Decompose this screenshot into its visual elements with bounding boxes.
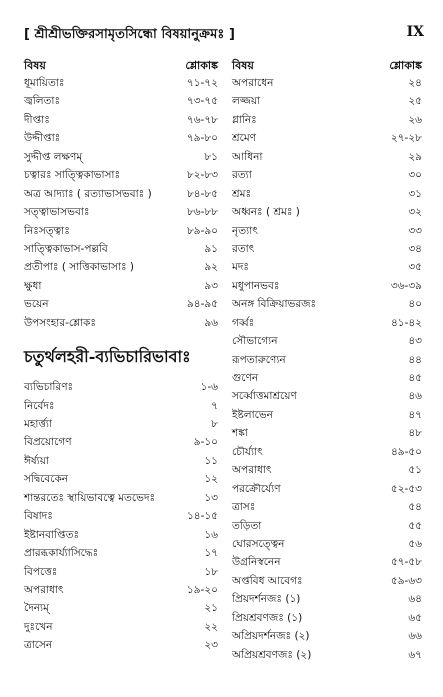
- entry-verse-number: ৫১: [408, 464, 422, 477]
- entry-title: মহার্ত্ত্যা: [24, 418, 52, 430]
- toc-entry: [232, 185, 422, 203]
- toc-entry: [24, 618, 218, 636]
- entry-title: উদ্দীপ্তাঃ: [24, 132, 61, 145]
- entry-title: সাত্ত্বিকাভাস-পল্লবি: [24, 242, 108, 255]
- entry-title: পরক্রৌর্য্যেণ: [232, 482, 281, 495]
- toc-entry: [24, 277, 218, 295]
- entry-title: নির্বেদঃ: [24, 399, 55, 412]
- entry-title: মধুপানভবঃ: [232, 279, 280, 292]
- toc-entry: [24, 148, 218, 166]
- toc-entry: [232, 203, 422, 221]
- entry-verse-number: ৪৫: [408, 372, 422, 384]
- entry-title: লজ্জয়া: [232, 95, 261, 108]
- entry-title: তড়িতা: [232, 519, 262, 532]
- entry-title: ত্রাসঃ: [232, 501, 256, 514]
- verse-column-label: শ্লোকাঙ্ক: [389, 59, 422, 72]
- toc-entry: [24, 74, 218, 92]
- entry-title: শ্রমঃ: [232, 187, 252, 200]
- toc-entry: [24, 295, 218, 313]
- entry-title: চত্বারঃ সাত্ত্বিকাভাসাঃ: [24, 169, 121, 182]
- toc-entry: [24, 433, 218, 451]
- toc-entry: [24, 415, 218, 433]
- entry-verse-number: ৩০: [408, 169, 422, 182]
- entry-title: ব্যভিচারিণঃ: [24, 381, 74, 394]
- entry-title: গর্ব্বঃ: [232, 316, 255, 329]
- entry-title: সত্ত্বাভাসভবাঃ: [24, 206, 90, 219]
- entry-title: অনঙ্গ বিক্রিয়াভরজঃ: [232, 298, 317, 311]
- entry-verse-number: ১৪-১৫: [186, 510, 218, 523]
- entry-verse-number: ২৫: [408, 95, 422, 108]
- entry-title: শঙ্কা: [232, 427, 248, 440]
- entry-verse-number: ৬৭: [408, 648, 422, 661]
- entry-verse-number: ৮৪-৮৫: [186, 187, 218, 200]
- left-column-header: [24, 52, 218, 74]
- entry-title: বিপত্তেঃ: [24, 565, 58, 578]
- toc-entry: [232, 627, 422, 645]
- section-title: চতুর্থলহরী-ব্যভিচারিভাবাঃ: [24, 347, 191, 367]
- toc-entry: [232, 517, 422, 535]
- entry-verse-number: ৮৬-৮৮: [186, 206, 218, 219]
- entry-title: ঘোরসত্ত্বেন: [232, 537, 285, 550]
- verse-column-label: শ্লোকাঙ্ক: [185, 59, 218, 72]
- entry-verse-number: ৩১: [408, 187, 422, 200]
- toc-entry: [232, 498, 422, 516]
- entry-title: দৈন্যম্: [24, 602, 49, 615]
- entry-title: উপসংহার-শ্লোকঃ: [24, 316, 96, 329]
- entry-verse-number: ১৩: [204, 491, 218, 504]
- entry-title: দুঃখেন: [24, 620, 53, 633]
- left-top-list: [24, 74, 218, 332]
- entry-verse-number: ৩৪: [408, 242, 422, 255]
- toc-entry: [232, 424, 422, 442]
- entry-title: সুদ্দীপ্ত লক্ষণম্: [24, 150, 83, 163]
- toc-entry: [232, 406, 422, 424]
- toc-entry: [24, 526, 218, 544]
- entry-title: প্রতীপাঃ ( সাত্তিকাভাসাঃ ): [24, 261, 135, 274]
- entry-verse-number: ৫৯-৬৩: [390, 574, 422, 587]
- entry-verse-number: ৮: [211, 418, 218, 430]
- entry-verse-number: ৭১-৭২: [186, 77, 218, 89]
- right-list: [232, 74, 422, 664]
- entry-title: প্রারব্ধকার্য্যাসিদ্ধেঃ: [24, 547, 99, 560]
- entry-verse-number: ৬৬: [408, 630, 422, 643]
- toc-entry: [24, 111, 218, 129]
- entry-title: অপ্রিয়শ্রবণজঃ (২): [232, 648, 312, 661]
- toc-entry: [24, 314, 218, 332]
- entry-title: ইষ্টানবাপ্তিতঃ: [24, 528, 80, 541]
- entry-verse-number: ৩২: [408, 206, 422, 219]
- entry-title: নৃত্যাৎ: [232, 224, 258, 237]
- entry-title: গ্লানিঃ: [232, 113, 257, 126]
- entry-title: ভয়েন: [24, 298, 49, 311]
- entry-title: শ্রমেণ: [232, 132, 257, 145]
- entry-verse-number: ২৯: [408, 150, 422, 163]
- entry-verse-number: ১৬: [204, 528, 218, 541]
- entry-verse-number: ১৯-২০: [186, 583, 218, 596]
- left-column: [24, 52, 218, 655]
- entry-title: শান্তরতেঃ স্থায়িভাবত্বে মতভেদঃ: [24, 491, 156, 504]
- toc-entry: [24, 636, 218, 654]
- entry-verse-number: ৫৬: [408, 537, 422, 550]
- right-column-header: [232, 52, 422, 74]
- entry-title: ত্রাসেন: [24, 639, 53, 652]
- entry-verse-number: ৭৬-৭৮: [186, 113, 218, 126]
- entry-title: উগ্রনিস্বনেন: [232, 556, 281, 569]
- entry-verse-number: ৪৬: [408, 390, 422, 403]
- entry-verse-number: ১৮: [204, 565, 218, 578]
- toc-entry: [232, 166, 422, 184]
- toc-entry: [24, 203, 218, 221]
- entry-title: অপরাধাৎ: [24, 583, 64, 596]
- subject-column-label: বিষয়: [232, 59, 254, 72]
- right-column: [232, 52, 422, 664]
- toc-entry: [232, 111, 422, 129]
- toc-entry: [232, 332, 422, 350]
- toc-entry: [24, 489, 218, 507]
- entry-verse-number: ৪৯-৫০: [390, 445, 422, 458]
- entry-title: ইষ্টলাভেন: [232, 408, 273, 421]
- toc-entry: [24, 599, 218, 617]
- entry-verse-number: ৯১: [204, 242, 218, 255]
- entry-title: বিপ্রয়োগেণ: [24, 436, 72, 449]
- entry-verse-number: ১২: [204, 473, 218, 486]
- toc-entry: [24, 166, 218, 184]
- toc-entry: [232, 535, 422, 553]
- entry-title: প্রিয়দর্শনজঃ (১): [232, 593, 301, 606]
- entry-verse-number: ৮৯-৯০: [186, 224, 218, 237]
- toc-entry: [232, 553, 422, 571]
- toc-entry: [232, 351, 422, 369]
- toc-entry: [24, 470, 218, 488]
- entry-verse-number: ১-৬: [200, 381, 218, 394]
- left-bottom-list: [24, 378, 218, 655]
- toc-entry: [232, 461, 422, 479]
- entry-title: নিঃসত্ত্বাঃ: [24, 224, 70, 237]
- toc-entry: [232, 646, 422, 664]
- entry-verse-number: ২৭-২৮: [390, 132, 422, 145]
- toc-entry: [232, 74, 422, 92]
- toc-entry: [232, 222, 422, 240]
- entry-title: অধ্বনঃ ( শ্রমঃ ): [232, 206, 300, 219]
- entry-title: সদ্বিবেকেন: [24, 473, 69, 486]
- entry-verse-number: ৮২-৮৩: [186, 169, 218, 182]
- toc-entry: [232, 609, 422, 627]
- entry-title: বিষাদঃ: [24, 510, 53, 523]
- entry-verse-number: ২২: [204, 620, 218, 633]
- entry-verse-number: ৯৪-৯৫: [186, 298, 218, 311]
- entry-title: রত্যা: [232, 169, 252, 182]
- entry-verse-number: ৩৬-৩৯: [390, 279, 422, 292]
- entry-title: অত্র আদ্যাঃ ( রত্যাভাসভবাঃ ): [24, 187, 152, 200]
- toc-entry: [24, 92, 218, 110]
- toc-entry: [24, 185, 218, 203]
- entry-title: জ্বলিতাঃ: [24, 95, 61, 108]
- entry-title: অপ্রিয়দর্শনজঃ (২): [232, 630, 310, 643]
- toc-entry: [24, 452, 218, 470]
- toc-entry: [232, 572, 422, 590]
- entry-verse-number: ৫৫: [408, 519, 422, 532]
- toc-entry: [232, 92, 422, 110]
- toc-entry: [24, 258, 218, 276]
- toc-entry: [24, 507, 218, 525]
- entry-verse-number: ২১: [204, 602, 218, 615]
- entry-verse-number: ৯-১০: [193, 436, 218, 449]
- entry-verse-number: ৭৯-৮০: [186, 132, 218, 145]
- entry-title: ধূমায়িতাঃ: [24, 77, 65, 89]
- toc-entry: [24, 222, 218, 240]
- toc-entry: [232, 148, 422, 166]
- entry-verse-number: ৫৭-৫৮: [390, 556, 422, 569]
- toc-entry: [24, 563, 218, 581]
- entry-title: ঈর্ষ্যয়া: [24, 454, 49, 467]
- entry-title: আধিনা: [232, 150, 263, 163]
- entry-title: সর্ব্বোত্তমাশ্রয়েণ: [232, 390, 297, 403]
- toc-entry: [232, 295, 422, 313]
- page-header: [24, 22, 424, 54]
- entry-verse-number: ৯৬: [204, 316, 218, 329]
- entry-verse-number: ৭৩-৭৫: [186, 95, 218, 108]
- toc-entry: [24, 397, 218, 415]
- entry-title: দীপ্তাঃ: [24, 113, 50, 126]
- entry-verse-number: ২৩: [204, 639, 218, 652]
- toc-entry: [232, 369, 422, 387]
- entry-verse-number: ৬৪: [408, 593, 422, 606]
- toc-entry: [232, 590, 422, 608]
- entry-title: অপরাধেন: [232, 77, 274, 89]
- entry-verse-number: ৯২: [204, 261, 218, 274]
- entry-verse-number: ৪৩: [408, 335, 422, 348]
- entry-title: গুণেন: [232, 372, 259, 384]
- entry-verse-number: ৩৩: [408, 224, 422, 237]
- subject-column-label: বিষয়: [24, 59, 46, 72]
- toc-entry: [232, 258, 422, 276]
- entry-title: মদঃ: [232, 261, 249, 274]
- page-title: [ শ্রীশ্রীভক্তিরসামৃতসিন্ধো বিষয়ানুক্রমঃ ]: [24, 27, 236, 42]
- page-number: IX: [406, 24, 424, 40]
- toc-entry: [232, 387, 422, 405]
- entry-verse-number: ১১: [204, 454, 218, 467]
- entry-verse-number: ৪১-৪২: [390, 316, 422, 329]
- entry-title: রূপতারুণ্যেন: [232, 353, 286, 366]
- toc-entry: [24, 581, 218, 599]
- entry-verse-number: ৮১: [204, 150, 218, 163]
- entry-verse-number: ২৬: [408, 113, 422, 126]
- toc-entry: [232, 443, 422, 461]
- section-heading: [24, 332, 218, 378]
- entry-title: অপরাধাৎ: [232, 464, 272, 477]
- toc-entry: [24, 544, 218, 562]
- entry-verse-number: ৭: [211, 399, 218, 412]
- entry-verse-number: ৪৭: [408, 408, 422, 421]
- entry-title: রতাৎ: [232, 242, 255, 255]
- toc-entry: [24, 129, 218, 147]
- toc-entry: [232, 314, 422, 332]
- entry-verse-number: ৪৮: [408, 427, 422, 440]
- entry-verse-number: ৪০: [408, 298, 422, 311]
- toc-entry: [24, 378, 218, 396]
- toc-entry: [232, 480, 422, 498]
- toc-entry: [232, 129, 422, 147]
- toc-entry: [232, 277, 422, 295]
- toc-entry: [232, 240, 422, 258]
- entry-verse-number: ১৭: [204, 547, 218, 560]
- entry-verse-number: ৪৪: [408, 353, 422, 366]
- entry-verse-number: ২৪: [408, 77, 422, 89]
- toc-entry: [24, 240, 218, 258]
- entry-verse-number: ৬৫: [408, 611, 422, 624]
- entry-title: চৌর্য্যাৎ: [232, 445, 263, 458]
- entry-title: সৌভাগ্যেন: [232, 335, 278, 348]
- entry-verse-number: ৩৫: [408, 261, 422, 274]
- entry-verse-number: ৫২-৫৩: [390, 482, 422, 495]
- entry-verse-number: ৫৪: [408, 501, 422, 514]
- entry-title: প্রিয়শ্রবণজঃ (১): [232, 611, 303, 624]
- entry-verse-number: ৯৩: [204, 279, 218, 292]
- entry-title: অপ্তবিধ আবেগঃ: [232, 574, 303, 587]
- entry-title: ক্ষুধা: [24, 279, 42, 292]
